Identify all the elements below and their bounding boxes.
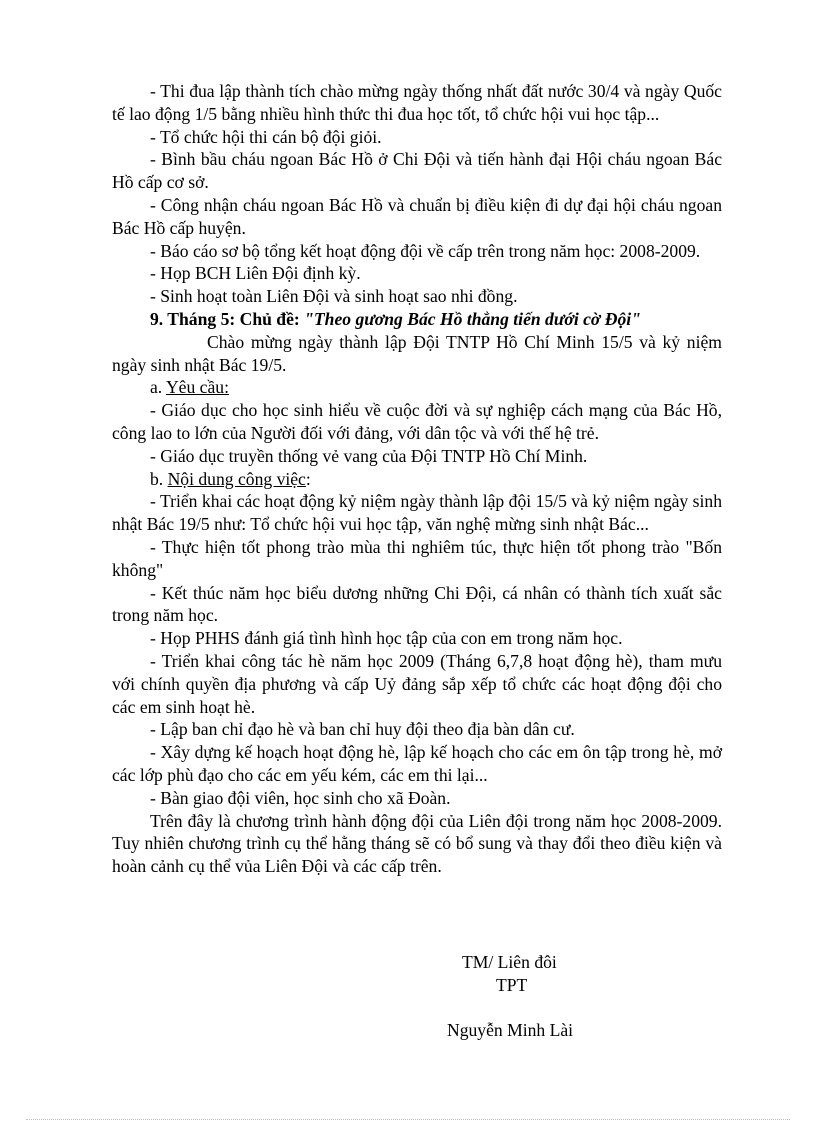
paragraph-thi-dua: - Thi đua lập thành tích chào mừng ngày thống nhất đất nước 30/4 và ngày Quốc tế lao động 1/5 bằng nhiều hình thức thi đua học tốt, tổ chức hội vui học tập...	[112, 81, 722, 124]
section-9-heading	[112, 308, 722, 331]
requirements-prefix: a.	[150, 377, 166, 398]
closing-paragraph: Trên đây là chương trình hành động đội của Liên đội trong năm học 2008-2009. Tuy nhiên chương trình cụ thể hằng tháng sẽ có bổ sung và thay đổi theo điều kiện và hoàn cảnh cụ thể vủa Liên Đội và các cấp trên.	[112, 810, 722, 877]
tasks-heading	[112, 468, 722, 491]
paragraph-bao-cao: - Báo cáo sơ bộ tổng kết hoạt động đội về cấp trên trong năm học: 2008-2009.	[150, 240, 701, 261]
section-9-title: 9. Tháng 5: Chủ đề:	[150, 308, 305, 329]
signature-name: Nguyễn Minh Lài	[447, 1020, 574, 1040]
task-item: - Bàn giao đội viên, học sinh cho xã Đoàn.	[150, 787, 451, 808]
tasks-prefix: b.	[150, 468, 168, 489]
paragraph-cong-nhan: - Công nhận cháu ngoan Bác Hồ và chuẩn bị điều kiện đi dự đại hội cháu ngoan Bác Hồ cấp huyện.	[112, 194, 722, 238]
tasks-label: Nội dung công việc	[167, 468, 306, 489]
requirements-heading	[112, 376, 722, 399]
section-9-intro: Chào mừng ngày thành lập Đội TNTP Hồ Chí Minh 15/5 và kỷ niệm ngày sinh nhật Bác 19/5.	[112, 331, 722, 375]
paragraph-binh-bau: - Bình bầu cháu ngoan Bác Hồ ở Chi Đội và tiến hành đại Hội cháu ngoan Bác Hồ cấp cơ sở.	[112, 149, 722, 193]
task-item: - Kết thúc năm học biểu dương những Chi Đội, cá nhân có thành tích xuất sắc trong năm học.	[112, 582, 722, 626]
signature-title: TPT	[496, 975, 528, 995]
document-body	[112, 80, 722, 878]
tasks-suffix: :	[305, 468, 311, 489]
task-item: - Xây dựng kế hoạch hoạt động hè, lập kế hoạch cho các em ôn tập trong hè, mở các lớp phù đạo cho các em yếu kém, các em thi lại...	[112, 742, 722, 785]
requirement-item: - Giáo dục cho học sinh hiểu về cuộc đời và sự nghiệp cách mạng của Bác Hồ, công lao to lớn của Người đối với đảng, với dân tộc và với thế hệ trẻ.	[112, 400, 722, 443]
requirements-label: Yêu cầu:	[165, 377, 229, 398]
requirement-item: - Giáo dục truyền thống vẻ vang của Đội TNTP Hồ Chí Minh.	[150, 445, 588, 466]
signature-organization: TM/ Liên đôi	[462, 952, 557, 972]
page-bottom-border	[26, 1119, 790, 1120]
task-item: - Triển khai các hoạt động kỷ niệm ngày thành lập đội 15/5 và kỷ niệm ngày sinh nhật Bác 19/5 như: Tổ chức hội vui học tập, văn nghệ mừng sinh nhật Bác...	[112, 491, 722, 535]
task-item: - Thực hiện tốt phong trào mùa thi nghiêm túc, thực hiện tốt phong trào "Bốn không"	[112, 536, 722, 580]
paragraph-hop-bch: - Họp BCH Liên Đội định kỳ.	[150, 263, 361, 284]
task-item: - Lập ban chỉ đạo hè và ban chỉ huy đội theo địa bàn dân cư.	[150, 719, 575, 740]
section-9-theme: "Theo gương Bác Hồ thẳng tiến dưới cờ Đội"	[304, 308, 641, 329]
task-item: - Triển khai công tác hè năm học 2009 (Tháng 6,7,8 hoạt động hè), tham mưu với chính quyền địa phương và cấp Uỷ đảng sắp xếp tổ chức các hoạt động đội cho các em sinh hoạt hè.	[112, 650, 722, 717]
paragraph-hoi-thi: - Tổ chức hội thi cán bộ đội giỏi.	[150, 126, 382, 147]
task-item: - Họp PHHS đánh giá tình hình học tập của con em trong năm học.	[150, 628, 623, 649]
paragraph-sinh-hoat: - Sinh hoạt toàn Liên Đội và sinh hoạt sao nhi đồng.	[150, 286, 518, 307]
